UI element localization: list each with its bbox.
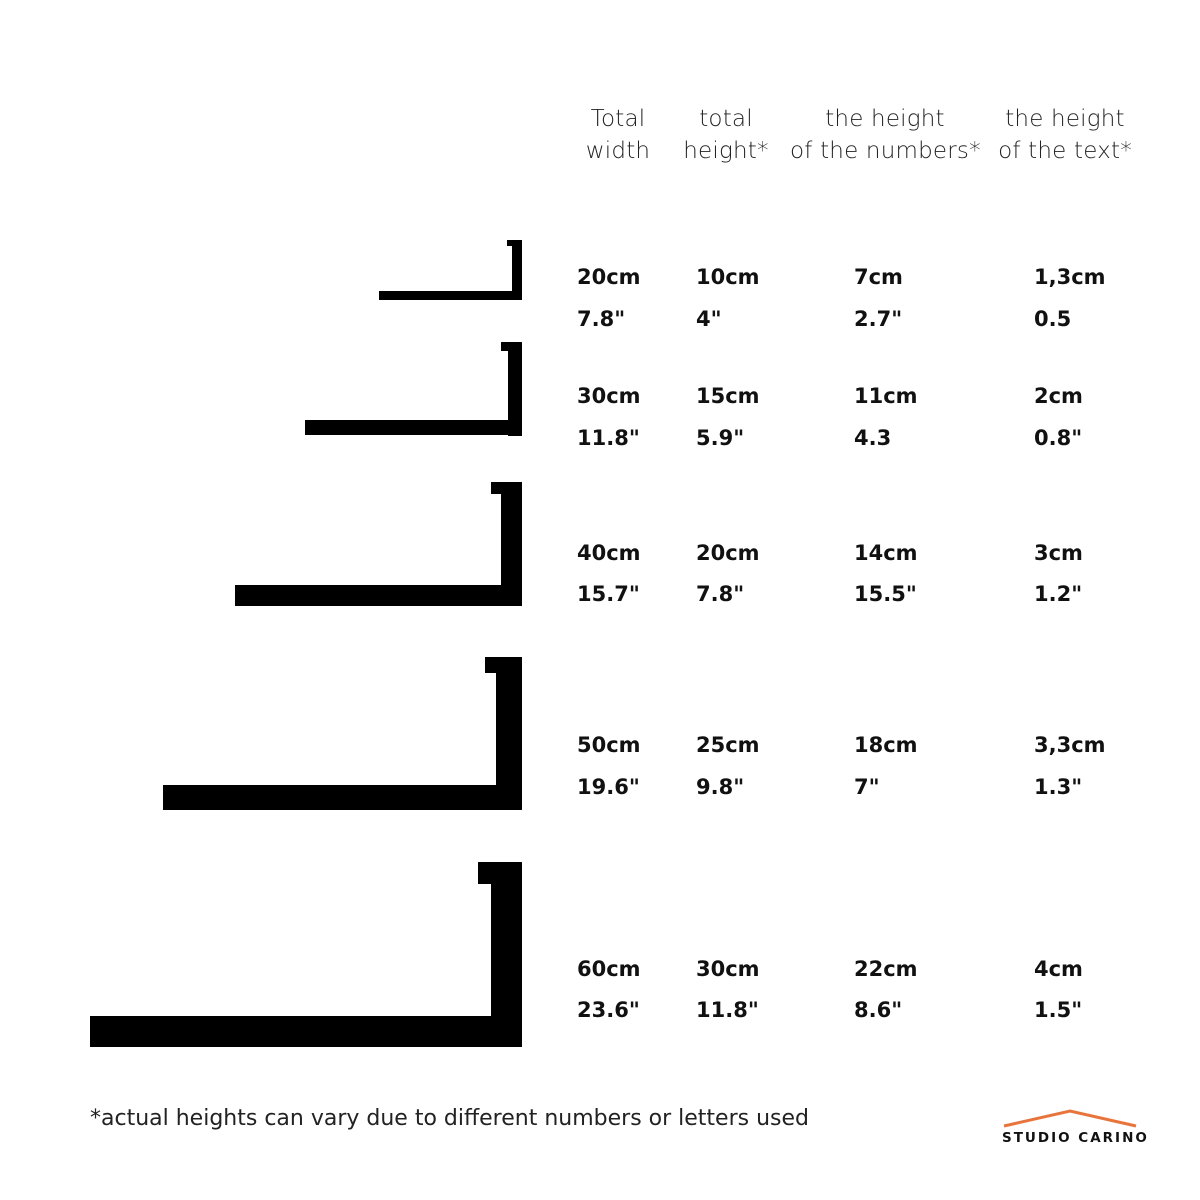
text-in: 0.8" (1034, 426, 1083, 450)
sign-arm-notch (501, 342, 511, 351)
roof-icon (1000, 1108, 1140, 1128)
header-number-height (790, 103, 980, 167)
width-cm: 40cm (577, 541, 641, 565)
header-total-width (568, 103, 668, 167)
width-cm: 60cm (577, 957, 641, 981)
header-line: total (699, 106, 753, 132)
height-cm: 30cm (696, 957, 760, 981)
height-cm: 10cm (696, 265, 760, 289)
sign-base (90, 1016, 522, 1047)
header-line: of the text* (998, 138, 1132, 164)
text-cm: 1,3cm (1034, 265, 1106, 289)
header-line: Total (590, 106, 646, 132)
numbers-in: 7" (854, 775, 880, 799)
height-in: 5.9" (696, 426, 745, 450)
numbers-in: 2.7" (854, 307, 903, 331)
header-line: width (585, 138, 651, 164)
width-in: 19.6" (577, 775, 640, 799)
height-cm: 15cm (696, 384, 760, 408)
sign-base (163, 785, 522, 810)
numbers-cm: 7cm (854, 265, 903, 289)
sign-arm-notch (507, 240, 515, 246)
header-total-height (676, 103, 776, 167)
width-in: 7.8" (577, 307, 626, 331)
numbers-cm: 11cm (854, 384, 918, 408)
header-text-height (995, 103, 1135, 167)
header-line: the height (825, 106, 945, 132)
width-cm: 20cm (577, 265, 641, 289)
height-in: 4" (696, 307, 722, 331)
footnote: *actual heights can vary due to different numbers or letters used (90, 1106, 809, 1131)
text-in: 1.5" (1034, 998, 1083, 1022)
header-line: height* (683, 138, 769, 164)
sign-arm-notch (478, 862, 495, 884)
text-cm: 3,3cm (1034, 733, 1106, 757)
height-in: 7.8" (696, 582, 745, 606)
numbers-cm: 14cm (854, 541, 918, 565)
numbers-in: 15.5" (854, 582, 917, 606)
height-in: 11.8" (696, 998, 759, 1022)
sign-base (379, 291, 522, 300)
text-in: 1.3" (1034, 775, 1083, 799)
numbers-cm: 22cm (854, 957, 918, 981)
height-in: 9.8" (696, 775, 745, 799)
logo-text: STUDIO CARINO (1002, 1130, 1149, 1146)
header-line: of the numbers* (790, 138, 981, 164)
sign-arm-notch (485, 657, 499, 673)
sign-base (305, 420, 522, 435)
width-cm: 50cm (577, 733, 641, 757)
text-in: 1.2" (1034, 582, 1083, 606)
text-cm: 4cm (1034, 957, 1083, 981)
numbers-in: 4.3 (854, 426, 892, 450)
text-in: 0.5 (1034, 307, 1072, 331)
numbers-cm: 18cm (854, 733, 918, 757)
studio-carino-logo (1000, 1108, 1149, 1150)
width-in: 15.7" (577, 582, 640, 606)
header-line: the height (1005, 106, 1125, 132)
text-cm: 3cm (1034, 541, 1083, 565)
sign-arm-notch (491, 482, 504, 494)
width-in: 11.8" (577, 426, 640, 450)
text-cm: 2cm (1034, 384, 1083, 408)
width-cm: 30cm (577, 384, 641, 408)
sign-base (235, 585, 522, 606)
height-cm: 20cm (696, 541, 760, 565)
width-in: 23.6" (577, 998, 640, 1022)
height-cm: 25cm (696, 733, 760, 757)
numbers-in: 8.6" (854, 998, 903, 1022)
